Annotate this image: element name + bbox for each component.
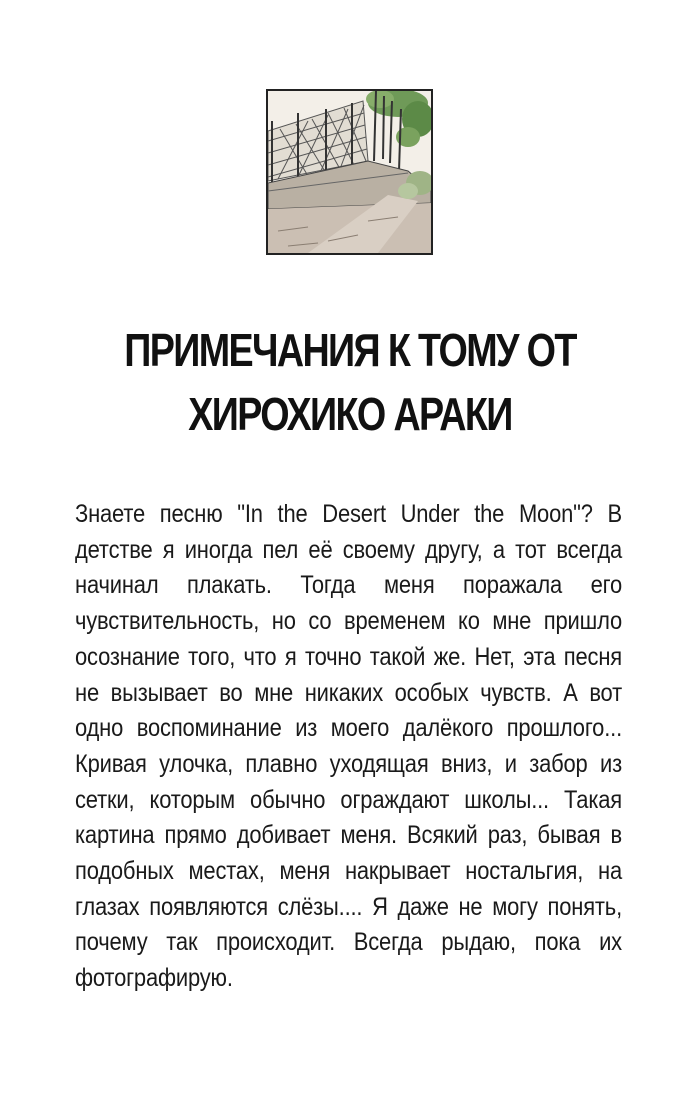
street-fence-illustration [266, 89, 433, 255]
paragraph-line: картина прямо добивает меня. Всякий раз, бывая в [75, 821, 622, 850]
title-line-1: ПРИМЕЧАНИЯ К ТОМУ ОТ [124, 324, 576, 376]
paragraph-line: не вызывает во мне никаких особых чувств. А вот [75, 678, 622, 707]
paragraph-line: Кривая улочка, плавно уходящая вниз, и забор из [75, 749, 622, 778]
paragraph-line: почему так происходит. Всегда рыдаю, пока их [75, 928, 622, 957]
paragraph-line: чувствительность, но со временем ко мне пришло [75, 607, 622, 636]
paragraph-line: Знаете песню "In the Desert Under the Moon"? В [75, 500, 622, 528]
street-sketch-icon [268, 91, 431, 253]
paragraph-line: сетки, которым обычно ограждают школы... Такая [75, 785, 622, 814]
paragraph-line: начинал плакать. Тогда меня поражала его [75, 571, 622, 600]
notes-paragraph [75, 497, 622, 997]
paragraph-line: подобных местах, меня накрывает ностальгия, на [75, 857, 622, 886]
title-line-2: ХИРОХИКО АРАКИ [188, 388, 512, 440]
paragraph-line: осознание того, что я точно такой же. Нет, эта песня [75, 642, 622, 671]
page-title [112, 318, 588, 446]
paragraph-line: детстве я иногда пел её своему другу, а тот всегда [75, 535, 622, 564]
paragraph-line: фотографирую. [75, 964, 233, 993]
paragraph-line: одно воспоминание из моего далёкого прошлого... [75, 714, 622, 743]
paragraph-line: глазах появляются слёзы.... Я даже не могу понять, [75, 892, 622, 921]
